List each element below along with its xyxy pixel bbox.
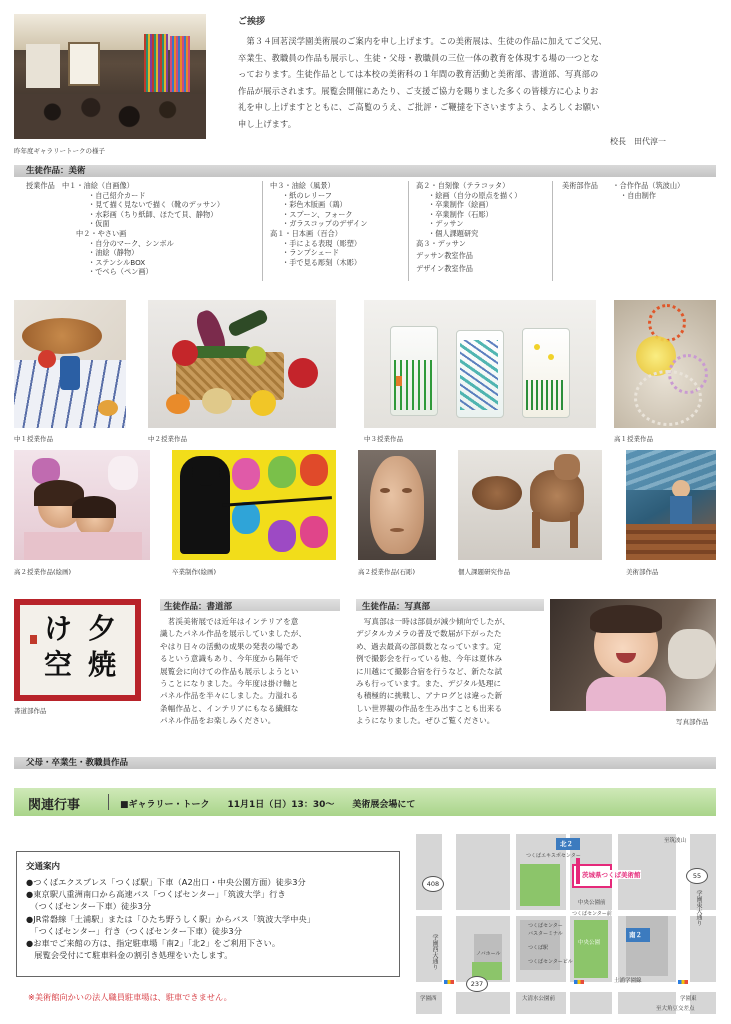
calligraphy-artwork (14, 599, 141, 701)
route-55-icon: 55 (686, 868, 708, 884)
greeting-line: 卒業生、教職員の作品も展示し、生徒・父母・教職員の三位一体の教育を体現する場の一つとな (238, 52, 600, 63)
text-line: ●お車でご来館の方は、指定駐車場「南2」「北2」をご利用下さい。 (26, 938, 281, 949)
seal-stamp (30, 635, 37, 644)
map-chuo-park-stop: 中央公園前 (578, 900, 606, 906)
list-item: ・卒業制作（絵画） (428, 200, 493, 210)
text-line: ●東京駅八重洲南口から高速バス「つくばセンター」「筑波大学」行き (26, 889, 286, 900)
photo-club-heading: 生徒作品：写真部 (362, 602, 431, 612)
text-line: しい世界観の作品を生み出すことも出来る (356, 703, 503, 713)
map-nishi: 学園西大通り (431, 934, 438, 970)
calligraphy-char-left: け空 (44, 612, 73, 681)
list-item: ・ランプシェード (282, 248, 340, 258)
map-higashi: 学園東大通り (695, 890, 702, 926)
list-item: ・ガラスコップのデザイン (282, 219, 368, 229)
greeting-line: 第３４回茗渓学園美術展のご案内を申し上げます。この美術展は、生徒の作品に加えてご父兄、 (238, 36, 607, 46)
artwork-art-club (626, 450, 716, 560)
art-list-col1 (26, 181, 224, 277)
artwork-glass-cups (364, 300, 596, 428)
greeting-signature: 校長 田代淳一 (610, 137, 666, 146)
text-line: パネル作品を半々にしました。力溢れる (160, 691, 299, 701)
list-item: 授業作品 中１・油絵（自画像） (26, 181, 134, 190)
text-line: ●JR常磐線「土浦駅」または「ひたち野うしく駅」からバス「筑波大学中央」 (26, 913, 316, 924)
access-text (26, 876, 315, 961)
map-chuo-park: 中央公園 (578, 940, 601, 946)
greeting-heading: ご挨拶 (238, 17, 266, 27)
calligraphy-heading: 生徒作品：書道部 (164, 602, 233, 612)
photo-club-artwork (550, 599, 716, 711)
map-center-bldg: つくばセンタービル (528, 959, 573, 965)
list-item: デザイン教室作品 (416, 263, 473, 273)
caption: 高１授業作品 (614, 435, 653, 443)
text-line: 茗渓美術展では近年はインテリアを意 (160, 617, 299, 626)
list-item: 高１・日本画（百合） (270, 228, 342, 238)
events-item: ■ギャラリー・トーク 11月1日（日）13：30～ 美術展会場にて (120, 800, 416, 810)
text-line: （つくばセンター下車）徒歩3分 (26, 901, 152, 912)
route-408-icon: 408 (422, 876, 444, 892)
map-ohshimizu: 大清水公園前 (522, 996, 556, 1002)
map-to-ohkaku: 至大角豆交差点 (656, 1006, 695, 1012)
list-item: ・卒業制作（石彫） (428, 209, 493, 219)
artwork-stone-mask (358, 450, 436, 560)
list-item: ・自己紹介カード (88, 190, 146, 200)
gallery-talk-photo (14, 14, 206, 139)
art-list-col3 (416, 181, 521, 273)
text-line: るという意識もあり、今年度から隔年で (160, 654, 299, 664)
map-station-west: 学園西 (420, 996, 437, 1002)
events-label: 関連行事 (28, 798, 81, 813)
list-item: ・彩色木版画（鶏） (282, 200, 347, 210)
caption: 美術部作品 (626, 568, 659, 576)
art-section-bar: 生徒作品：美術 (14, 165, 716, 177)
parking-warning: ※美術館向かいの法人職員駐車場は、駐車できません。 (28, 992, 232, 1002)
map-museum-label: 茨城県つくば美術館 (582, 871, 641, 879)
photo-club-text (356, 616, 510, 728)
calligraphy-char-right: 夕焼 (88, 612, 117, 681)
map-expo-center: つくばエキスポセンター (526, 853, 581, 859)
calligraphy-text (160, 616, 306, 728)
list-item: ・手で見る彫刻（木彫） (282, 257, 362, 267)
map-station-east: 学園東 (680, 996, 697, 1002)
signal-icon (574, 980, 584, 984)
text-line: みも行っています。また、デジタル処理に (356, 679, 502, 689)
list-item: ・自由制作 (620, 190, 656, 200)
text-line: パネル作品をお楽しみください。 (160, 716, 276, 726)
map-center-stop: つくばセンター前 (572, 911, 612, 917)
map-north2: 北２ (560, 840, 573, 848)
list-item: 高３・デッサン (416, 238, 466, 248)
artwork-oil-still-life (14, 300, 126, 428)
access-map (416, 834, 716, 1014)
text-line: め、過去最高の部員数となっています。定 (356, 641, 502, 651)
list-item: 中２・やさい画 (76, 228, 127, 238)
text-line: 識したパネル作品を展示していましたが、 (160, 629, 307, 639)
map-tsukuba-station: つくば駅 (528, 945, 549, 951)
list-item: ・見て描く見ないで描く（靴のデッサン） (88, 200, 225, 210)
map-tsukuba-center: つくばセンター (528, 923, 563, 929)
map-tsuchiura: 土浦学園線 (614, 978, 642, 984)
greeting-line: 礼を申し上げますとともに、ご高覧のうえ、ご批評・ご鞭撻を下さいますよう、よろしくお願い (238, 102, 600, 113)
list-item: ・個人課題研究 (428, 228, 479, 238)
signal-icon (678, 980, 688, 984)
caption: 高２授業作品(絵画) (14, 568, 72, 576)
caption: 中３授業作品 (364, 435, 403, 443)
map-south2: 南２ (629, 931, 642, 939)
text-line: ●つくばエクスプレス「つくば駅」下車（A2出口・中央公園方面）徒歩3分 (26, 877, 306, 887)
text-line: 写真部は一時は部員が減少傾向でしたが、 (356, 617, 510, 626)
map-nova-hall: ノバホール (476, 951, 501, 957)
caption: 卒業制作(絵画) (172, 568, 217, 576)
artwork-ceramic-animals (458, 450, 602, 560)
text-line: ようになりました。ぜひご覧ください。 (356, 716, 495, 726)
art-list-col2 (270, 181, 367, 267)
access-title: 交通案内 (26, 862, 61, 872)
artwork-vegetables (148, 300, 336, 428)
text-line: に川越にて撮影合宿を行うなど、新たな試 (356, 666, 503, 676)
list-item: デッサン教室作品 (416, 251, 473, 261)
map-bus-terminal: バスターミナル (528, 931, 563, 937)
caption: 高２授業作品(石彫) (358, 568, 416, 576)
text-line: も積極的に挑戦し、アナログとは違った新 (356, 691, 503, 701)
text-line: 例で撮影会を行っている他、今年は夏休み (356, 654, 503, 664)
caption: 写真部作品 (676, 718, 709, 726)
caption: 書道部作品 (14, 707, 47, 715)
caption: 中２授業作品 (148, 435, 187, 443)
gallery-talk-caption: 昨年度ギャラリートークの様子 (14, 147, 105, 155)
artwork-sisters-painting (14, 450, 150, 560)
text-line: 展覧会に向けての作品も展示しようとい (160, 666, 299, 676)
text-line: デジタルカメラの普及で数届が下がったた (356, 629, 502, 639)
artwork-lampshades (614, 300, 716, 428)
list-item: ・でべら（ペン画） (88, 267, 153, 277)
text-line: うことになりました。今年度は掛け軸と (160, 679, 299, 689)
map-to-tsukubasan: 至筑波山 (664, 838, 687, 844)
list-item: 美術部作品 ・合作作品（筑波山） (562, 181, 685, 190)
text-line: 条幅作品と、インテリアにもなる繊細な (160, 703, 299, 713)
list-item: ・仮面 (88, 219, 110, 229)
greeting-text (238, 33, 718, 133)
signal-icon (444, 980, 454, 984)
list-item: ・絵画（自分の原点を描く） (428, 190, 522, 200)
list-item: ・手による表現（彫塑） (282, 238, 362, 248)
list-item: ・水彩画（ちり紙師、ほたて貝、静物） (88, 209, 218, 219)
caption: 個人課題研究作品 (458, 568, 510, 576)
list-item: ・ステンシルBOX (88, 257, 146, 267)
route-237-icon: 237 (466, 976, 488, 992)
family-section-bar: 父母・卒業生・教職員作品 (14, 757, 716, 769)
caption: 中１授業作品 (14, 435, 53, 443)
art-list-col4 (562, 181, 684, 200)
list-item: ・自分のマーク、シンボル (88, 238, 174, 248)
list-item: 中３・油絵（風景） (270, 181, 335, 190)
text-line: 展覧会受付にて駐車料金の割引き処理をいたします。 (26, 950, 233, 961)
text-line: やはり日々の活動の成果の発表の場であ (160, 641, 299, 651)
list-item: ・スプーン、フォーク (282, 209, 353, 219)
artwork-graduation-painting (172, 450, 336, 560)
list-item: ・紙のレリーフ (282, 190, 332, 200)
greeting-line: 申し上げます。 (238, 118, 297, 129)
greeting-line: っております。生徒作品としては本校の美術科の１年間の教育活動と美術部、書道部、写真部の (238, 69, 599, 80)
list-item: ・油絵（静物） (88, 248, 139, 258)
list-item: ・デッサン (428, 219, 464, 229)
text-line: 「つくばセンター」行き（つくばセンター下車）徒歩3分 (26, 925, 243, 936)
greeting-line: 作品が展示されます。展覧会開催にあたり、ご支援ご協力を賜りました多くの皆様方に心よりお (238, 85, 599, 96)
list-item: 高２・自刻像（テラコッタ） (416, 181, 510, 190)
